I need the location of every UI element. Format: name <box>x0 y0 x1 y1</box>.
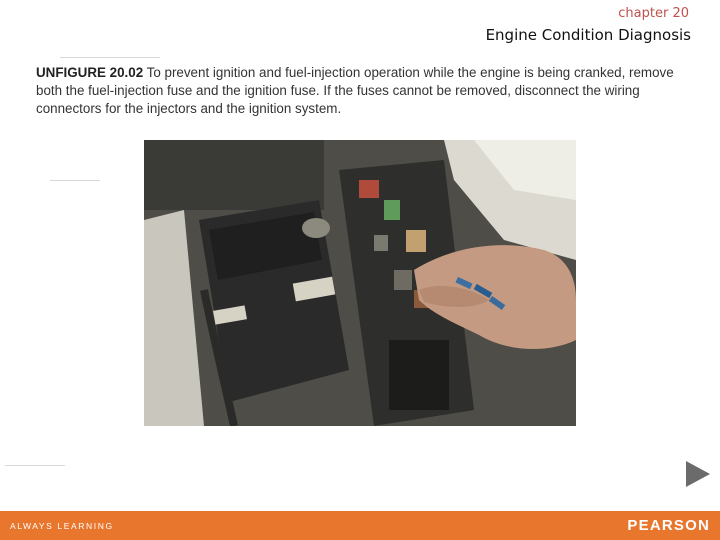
footer-bar <box>0 511 720 540</box>
play-triangle-icon <box>684 459 712 489</box>
scan-artifact <box>60 57 160 58</box>
chapter-label: chapter 20 <box>618 6 689 21</box>
scan-artifact <box>5 465 65 466</box>
brand-logo: PEARSON <box>627 517 710 534</box>
page-title: Engine Condition Diagnosis <box>485 26 691 44</box>
next-slide-button[interactable] <box>684 459 712 489</box>
figure-label: UNFIGURE 20.02 <box>36 65 144 80</box>
figure-caption <box>36 64 696 118</box>
scan-artifact <box>50 180 100 181</box>
engine-fuse-box-photo <box>144 140 576 426</box>
footer-tagline: ALWAYS LEARNING <box>10 521 114 531</box>
caption-text: To prevent ignition and fuel-injection operation while the engine is being cranked, remove both the fuel-injection fuse and the ignition fuse. If the fuses cannot be removed, disconnect the wiring connectors for the injectors and the ignition system. <box>36 65 674 116</box>
